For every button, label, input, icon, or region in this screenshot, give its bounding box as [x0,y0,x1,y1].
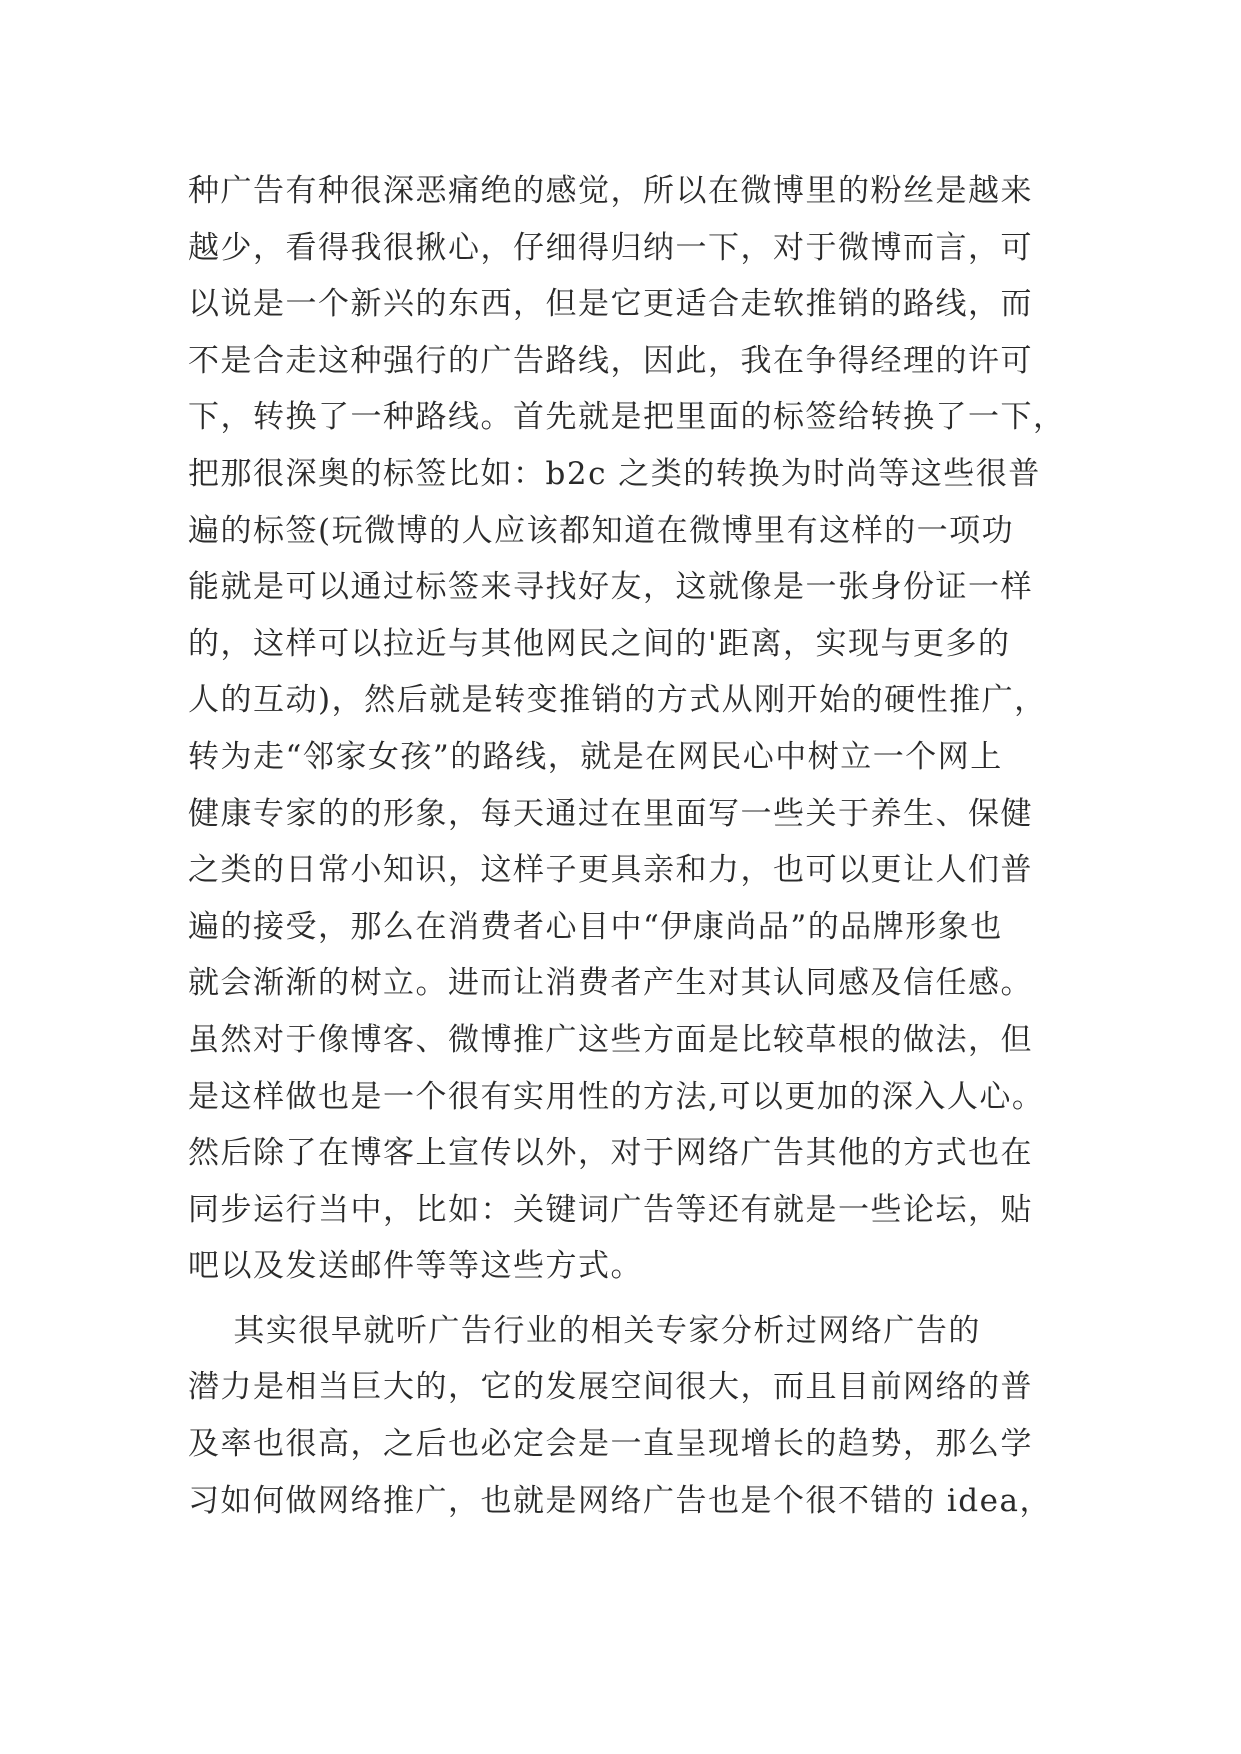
text-line: 健康专家的的形象，每天通过在里面写一些关于养生、保健 [188,795,1033,832]
text-line: 吧以及发送邮件等等这些方式。 [188,1248,643,1285]
text-line: 能就是可以通过标签来寻找好友，这就像是一张身份证一样 [188,569,1033,606]
text-line: 然后除了在博客上宣传以外，对于网络广告其他的方式也在 [188,1135,1033,1172]
text-line: 是这样做也是一个很有实用性的方法,可以更加的深入人心。 [188,1078,1045,1115]
text-line: 遍的接受，那么在消费者心目中“伊康尚品”的品牌形象也 [188,908,1003,945]
text-line: 人的互动)，然后就是转变推销的方式从刚开始的硬性推广， [188,682,1047,719]
body-text [188,163,1088,1529]
text-line: 及率也很高，之后也必定会是一直呈现增长的趋势，那么学 [188,1426,1033,1463]
text-line: 其实很早就听广告行业的相关专家分析过网络广告的 [188,1312,981,1349]
paragraph-spacing [188,1295,1088,1303]
paragraph-1 [188,163,1088,1295]
text-line: 转为走“邻家女孩”的路线，就是在网民心中树立一个网上 [188,738,1003,775]
text-line: 的，这样可以拉近与其他网民之间的'距离，实现与更多的 [188,625,1011,662]
text-line: 习如何做网络推广，也就是网络广告也是个很不错的 idea， [188,1482,1052,1519]
text-line: 虽然对于像博客、微博推广这些方面是比较草根的做法，但 [188,1021,1033,1058]
text-line: 之类的日常小知识，这样子更具亲和力，也可以更让人们普 [188,852,1033,889]
paragraph-2 [188,1303,1088,1529]
text-line: 同步运行当中，比如：关键词广告等还有就是一些论坛，贴 [188,1191,1033,1228]
text-line: 把那很深奥的标签比如：b2c 之类的转换为时尚等这些很普 [188,455,1041,492]
text-line: 越少，看得我很揪心，仔细得归纳一下，对于微博而言，可 [188,229,1033,266]
text-line: 不是合走这种强行的广告路线，因此，我在争得经理的许可 [188,342,1033,379]
text-line: 潜力是相当巨大的，它的发展空间很大，而且目前网络的普 [188,1369,1033,1406]
text-line: 遍的标签(玩微博的人应该都知道在微博里有这样的一项功 [188,512,1015,549]
text-line: 以说是一个新兴的东西，但是它更适合走软推销的路线，而 [188,286,1033,323]
text-line: 下，转换了一种路线。首先就是把里面的标签给转换了一下， [188,399,1066,436]
text-line: 就会渐渐的树立。进而让消费者产生对其认同感及信任感。 [188,965,1033,1002]
text-line: 种广告有种很深恶痛绝的感觉，所以在微博里的粉丝是越来 [188,173,1033,209]
